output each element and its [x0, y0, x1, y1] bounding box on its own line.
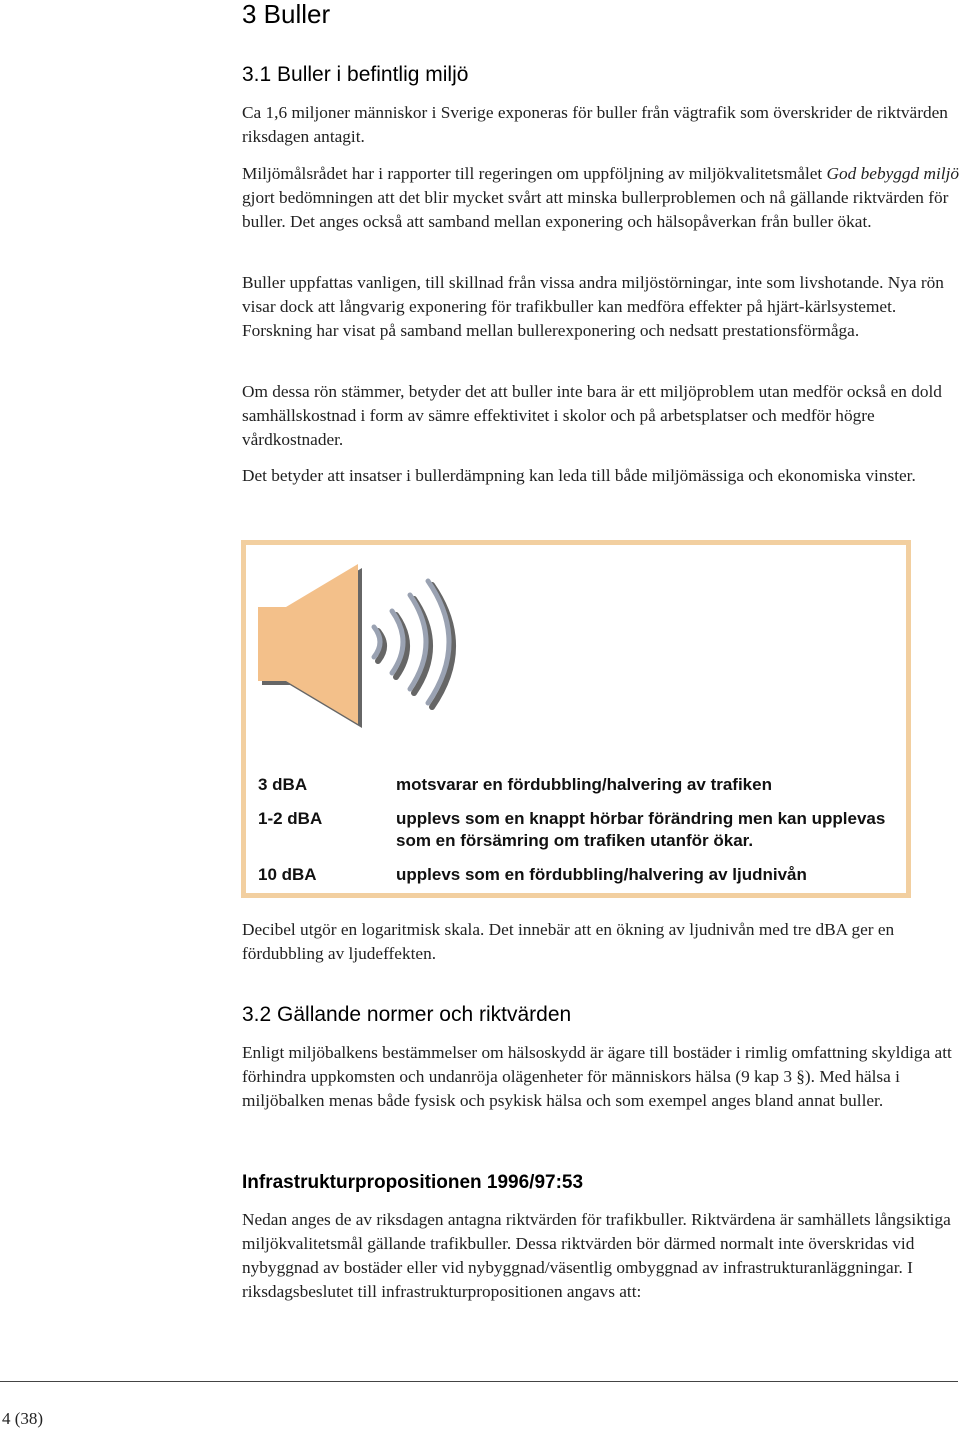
goal-name: God bebyggd miljö	[826, 164, 960, 183]
footer-divider	[0, 1381, 958, 1382]
speaker-icon	[254, 551, 514, 761]
paragraph-decibel: Decibel utgör en logaritmisk skala. Det innebär att en ökning av ljudnivån med tre dBA ger en fördubbling av ljudeffekten.	[242, 920, 895, 963]
paragraph-noise-abatement: Det betyder att insatser i bullerdämpning kan leda till både miljömässiga och ekonomiska vinster.	[242, 466, 916, 485]
subsection-heading-infrastruktur: Infrastrukturpropositionen 1996/97:53	[242, 1172, 584, 1193]
section-heading-3-1: 3.1 Buller i befintlig miljö	[242, 63, 469, 86]
paragraph-text: gjort bedömningen att det blir mycket svårt att minska bullerproblemen och nå gällande riktvärden för buller. Det anges också att samband mellan exponering och hälsopåverkan från buller ökat.	[242, 188, 949, 231]
chapter-title: 3 Buller	[242, 0, 331, 29]
paragraph-exposure: Ca 1,6 miljoner människor i Sverige exponeras för buller från vägtrafik som överskrider de riktvärden riksdagen antagit.	[242, 103, 948, 146]
dba-key-3: 3 dBA	[258, 775, 308, 794]
dba-key-1-2: 1-2 dBA	[258, 809, 323, 828]
page-number: 4 (38)	[2, 1409, 44, 1428]
section-heading-3-2: 3.2 Gällande normer och riktvärden	[242, 1003, 572, 1026]
dba-figure	[241, 540, 911, 898]
paragraph-text: Miljömålsrådet har i rapporter till regeringen om uppföljning av miljökvalitetsmålet	[242, 164, 827, 183]
paragraph-miljomalsradet	[242, 162, 960, 234]
paragraph-miljobalken: Enligt miljöbalkens bestämmelser om hälsoskydd är ägare till bostäder i rimlig omfattning skyldiga att förhindra uppkomsten och undanröja olägenheter för människors hälsa (9 kap 3 §). Med hälsa i miljöbalken menas både fysisk och psykisk hälsa och som exempel anges bland annat buller.	[242, 1043, 952, 1110]
dba-value-3: motsvarar en fördubbling/halvering av trafiken	[396, 775, 772, 794]
paragraph-societal-cost: Om dessa rön stämmer, betyder det att buller inte bara är ett miljöproblem utan medför också en dold samhällskostnad i form av sämre effektivitet i skolor och på arbetsplatser och medför högre vårdkostnader.	[242, 382, 942, 449]
dba-value-1-2: upplevs som en knappt hörbar förändring men kan upplevas som en försämring om trafiken utanför ökar.	[396, 809, 886, 850]
dba-value-10: upplevs som en fördubbling/halvering av ljudnivån	[396, 865, 807, 884]
paragraph-riktvarden: Nedan anges de av riksdagen antagna riktvärden för trafikbuller. Riktvärdena är samhällets långsiktiga miljökvalitetsmål gällande trafikbuller. Dessa riktvärden bör därmed normalt inte överskridas vid nybyggnad av bostäder eller vid nybyggnad/väsentlig ombyggnad av infrastrukturanläggningar. I riksdagsbeslutet till infrastrukturpropositionen angavs att:	[242, 1210, 951, 1301]
paragraph-health-effects: Buller uppfattas vanligen, till skillnad från vissa andra miljöstörningar, inte som livshotande. Nya rön visar dock att långvarig exponering för trafikbuller kan medföra effekter på hjärt-kärlsystemet. Forskning har visat på samband mellan bullerexponering och nedsatt prestationsförmåga.	[242, 273, 944, 340]
dba-key-10: 10 dBA	[258, 865, 317, 884]
